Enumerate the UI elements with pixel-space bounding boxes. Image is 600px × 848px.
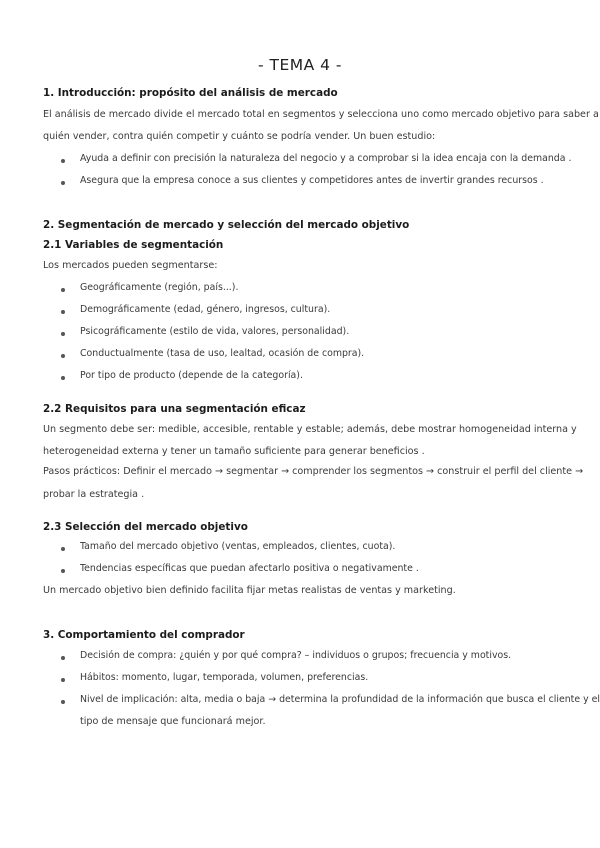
subsection-2-1-intro: Los mercados pueden segmentarse: xyxy=(43,260,218,271)
subsection-2-3-heading: 2.3 Selección del mercado objetivo xyxy=(43,521,248,533)
list-item-text: Por tipo de producto (depende de la categoría). xyxy=(80,370,303,381)
bullet-icon xyxy=(61,700,65,704)
bullet-icon xyxy=(61,159,65,163)
page-title: - TEMA 4 - xyxy=(257,56,343,74)
subsection-2-2-line-3: Pasos prácticos: Definir el mercado → segmentar → comprender los segmentos → construir el perfil del cliente → xyxy=(43,466,584,477)
list-item xyxy=(0,650,600,666)
section-1-heading: 1. Introducción: propósito del análisis de mercado xyxy=(43,87,338,99)
subsection-2-3-closing: Un mercado objetivo bien definido facilita fijar metas realistas de ventas y marketing. xyxy=(43,585,456,596)
list-item xyxy=(0,672,600,688)
list-item xyxy=(0,370,600,386)
section-2-heading: 2. Segmentación de mercado y selección del mercado objetivo xyxy=(43,219,410,231)
list-item-text: Decisión de compra: ¿quién y por qué compra? – individuos o grupos; frecuencia y motivos. xyxy=(80,650,512,661)
list-item xyxy=(0,694,600,710)
bullet-icon xyxy=(61,181,65,185)
list-item-text: Tamaño del mercado objetivo (ventas, empleados, clientes, cuota). xyxy=(80,541,396,552)
list-item xyxy=(0,563,600,579)
list-item xyxy=(0,348,600,364)
list-item xyxy=(0,175,600,191)
subsection-2-2-line-1: Un segmento debe ser: medible, accesible, rentable y estable; además, debe mostrar homogeneidad interna y xyxy=(43,424,577,435)
list-item-text: Nivel de implicación: alta, media o baja → determina la profundidad de la información que busca el cliente y el xyxy=(80,694,600,705)
bullet-icon xyxy=(61,547,65,551)
bullet-icon xyxy=(61,310,65,314)
list-item xyxy=(0,153,600,169)
bullet-icon xyxy=(61,656,65,660)
bullet-icon xyxy=(61,569,65,573)
list-item xyxy=(0,282,600,298)
list-item xyxy=(0,541,600,557)
list-item-continuation: tipo de mensaje que funcionará mejor. xyxy=(80,716,266,727)
list-item-text: Conductualmente (tasa de uso, lealtad, ocasión de compra). xyxy=(80,348,365,359)
list-item-text: Psicográficamente (estilo de vida, valores, personalidad). xyxy=(80,326,350,337)
bullet-icon xyxy=(61,678,65,682)
bullet-icon xyxy=(61,354,65,358)
subsection-2-2-line-4: probar la estrategia . xyxy=(43,489,145,500)
section-3-heading: 3. Comportamiento del comprador xyxy=(43,629,245,641)
list-item-text: Geográficamente (región, país...). xyxy=(80,282,239,293)
subsection-2-1-heading: 2.1 Variables de segmentación xyxy=(43,239,224,251)
subsection-2-2-line-2: heterogeneidad externa y tener un tamaño suficiente para generar beneficios . xyxy=(43,446,425,457)
list-item-text: Ayuda a definir con precisión la naturaleza del negocio y a comprobar si la idea encaja con la demanda . xyxy=(80,153,572,164)
bullet-icon xyxy=(61,288,65,292)
list-item xyxy=(0,304,600,320)
list-item xyxy=(0,326,600,342)
list-item-text: Asegura que la empresa conoce a sus clientes y competidores antes de invertir grandes recursos . xyxy=(80,175,544,186)
section-1-intro-line-1: El análisis de mercado divide el mercado total en segmentos y selecciona uno como mercado objetivo para saber a xyxy=(43,109,599,120)
bullet-icon xyxy=(61,376,65,380)
section-1-intro-line-2: quién vender, contra quién competir y cuánto se podría vender. Un buen estudio: xyxy=(43,131,436,142)
list-item-text: Demográficamente (edad, género, ingresos, cultura). xyxy=(80,304,331,315)
list-item-text: Tendencias específicas que puedan afectarlo positiva o negativamente . xyxy=(80,563,419,574)
subsection-2-2-heading: 2.2 Requisitos para una segmentación eficaz xyxy=(43,403,306,415)
list-item-text: Hábitos: momento, lugar, temporada, volumen, preferencias. xyxy=(80,672,369,683)
bullet-icon xyxy=(61,332,65,336)
